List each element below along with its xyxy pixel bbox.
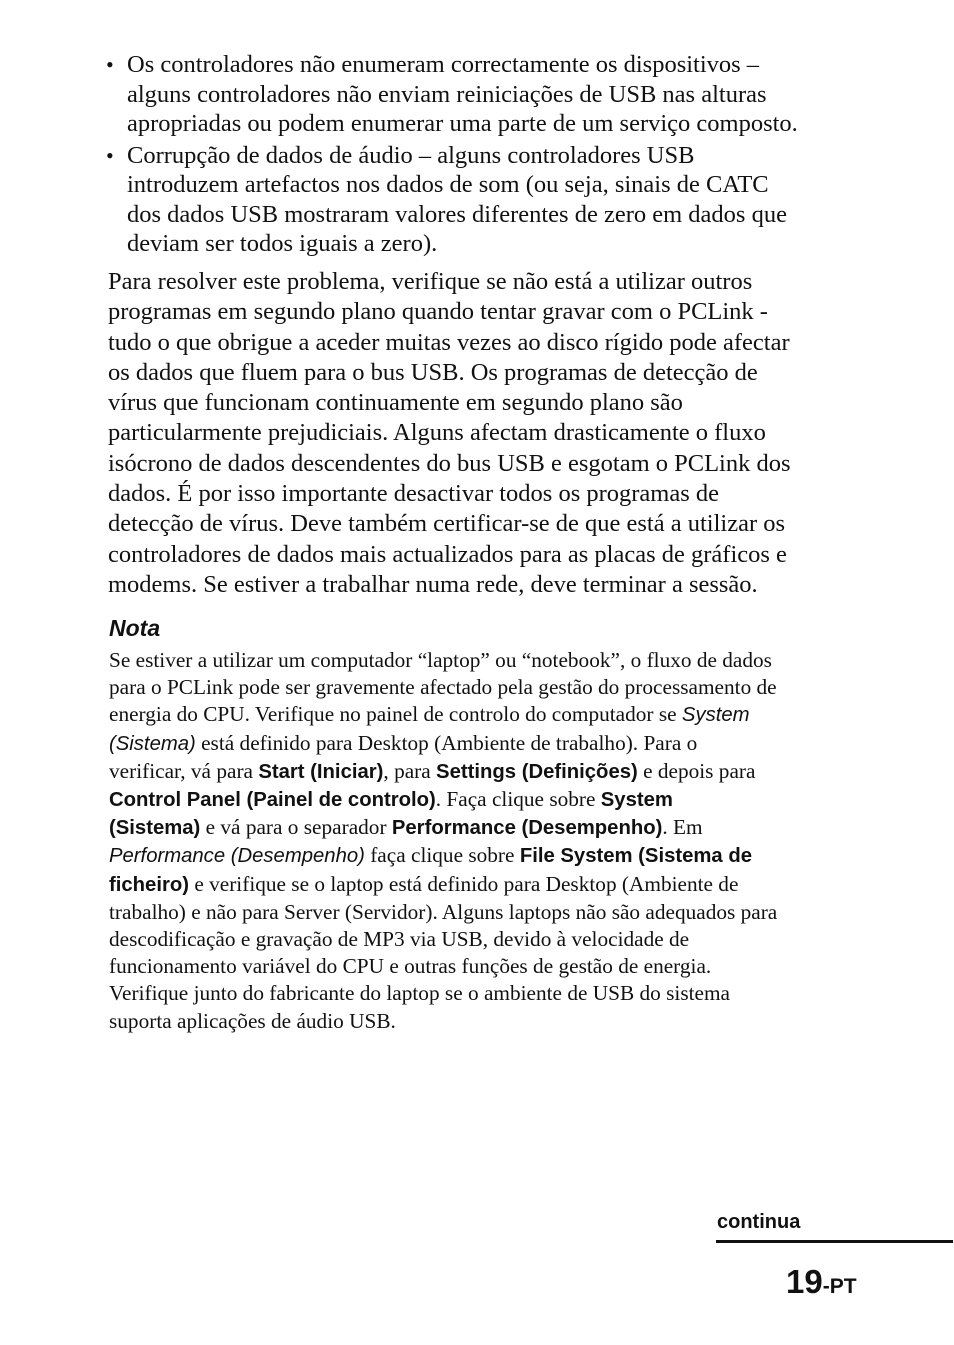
paragraph-line: controladores de dados mais actualizados para as placas de gráficos e — [108, 540, 787, 568]
note-text: funcionamento variável do CPU e outras funções de gestão de energia. — [109, 954, 712, 979]
bullet-line: dos dados USB mostraram valores diferentes de zero em dados que — [127, 200, 787, 228]
paragraph-line: detecção de vírus. Deve também certificar-se de que está a utilizar os — [108, 510, 786, 538]
body-paragraph — [108, 267, 868, 600]
paragraph-line: tudo o que obrigue a aceder muitas vezes ao disco rígido pode afectar — [108, 328, 790, 356]
note-text: Verifique junto do fabricante do laptop se o ambiente de USB do sistema — [109, 981, 731, 1006]
note-text: descodificação e gravação de MP3 via USB, devido à velocidade de — [109, 927, 690, 952]
paragraph-line: os dados que fluem para o bus USB. Os programas de detecção de — [108, 358, 758, 386]
ui-term-sistema: (Sistema) — [109, 732, 196, 755]
note-text: e vá para o separador — [200, 815, 392, 840]
note-text: trabalho) e não para Server (Servidor). Alguns laptops não são adequados para — [109, 899, 778, 924]
note-text: , para — [383, 758, 437, 783]
paragraph-line: modems. Se estiver a trabalhar numa rede, deve terminar a sessão. — [108, 570, 758, 598]
note-text: e depois para — [637, 758, 756, 783]
paragraph-line: particularmente prejudiciais. Alguns afectam drasticamente o fluxo — [108, 419, 766, 447]
continued-label: continua — [717, 1211, 801, 1233]
ui-term-system-bold: System — [600, 789, 673, 812]
note-body — [109, 647, 869, 1035]
note-text: faça clique sobre — [364, 843, 520, 868]
footer-rule — [716, 1240, 953, 1243]
ui-term-system: System — [681, 704, 750, 727]
ui-term-ficheiro: ficheiro) — [109, 873, 190, 896]
ui-term-performance: Performance (Desempenho) — [391, 817, 663, 840]
bullet-item — [106, 141, 866, 259]
paragraph-line: vírus que funcionam continuamente em segundo plano são — [108, 389, 683, 417]
note-text: . Em — [662, 815, 703, 840]
bullet-line: Corrupção de dados de áudio – alguns controladores USB — [127, 141, 695, 169]
bullet-line: alguns controladores não enviam reiniciações de USB nas alturas — [127, 80, 767, 108]
ui-term-performance-italic: Performance (Desempenho) — [109, 845, 365, 868]
page-number-value: 19 — [786, 1263, 823, 1300]
note-text: Se estiver a utilizar um computador “laptop” ou “notebook”, o fluxo de dados — [109, 648, 772, 672]
note-text: e verifique se o laptop está definido para Desktop (Ambiente de — [189, 871, 739, 896]
note-text: . Faça clique sobre — [435, 787, 601, 812]
paragraph-line: programas em segundo plano quando tentar gravar com o PCLink - — [108, 298, 768, 326]
paragraph-line: isócrono de dados descendentes do bus USB e esgotam o PCLink dos — [108, 449, 791, 477]
note-text: para o PCLink pode ser gravemente afectado pela gestão do processamento de — [109, 675, 777, 700]
page-number-suffix: -PT — [822, 1275, 857, 1298]
bullet-line: deviam ser todos iguais a zero). — [127, 230, 438, 257]
note-heading: Nota — [109, 615, 161, 641]
note-text: suporta aplicações de áudio USB. — [109, 1008, 396, 1033]
bullet-item — [106, 50, 866, 139]
bullet-line: introduzem artefactos nos dados de som (ou seja, sinais de CATC — [127, 171, 769, 198]
ui-term-start: Start (Iniciar) — [258, 760, 384, 783]
note-text: está definido para Desktop (Ambiente de trabalho). Para o — [195, 730, 698, 755]
note-text: energia do CPU. Verifique no painel de controlo do computador se — [109, 702, 682, 727]
bullet-line: apropriadas ou podem enumerar uma parte de um serviço composto. — [127, 110, 798, 137]
bullet-line: Os controladores não enumeram correctamente os dispositivos – — [127, 51, 760, 78]
ui-term-control-panel: Control Panel (Painel de controlo) — [109, 789, 436, 812]
ui-term-sistema-bold: (Sistema) — [109, 817, 201, 840]
ui-term-file-system: File System (Sistema de — [519, 845, 753, 868]
bullet-list — [106, 50, 866, 259]
note-text: verificar, vá para — [109, 758, 259, 783]
paragraph-line: Para resolver este problema, verifique se não está a utilizar outros — [108, 268, 753, 295]
ui-term-settings: Settings (Definições) — [436, 760, 638, 783]
paragraph-line: dados. É por isso importante desactivar todos os programas de — [108, 480, 720, 508]
page-number — [786, 1262, 857, 1309]
